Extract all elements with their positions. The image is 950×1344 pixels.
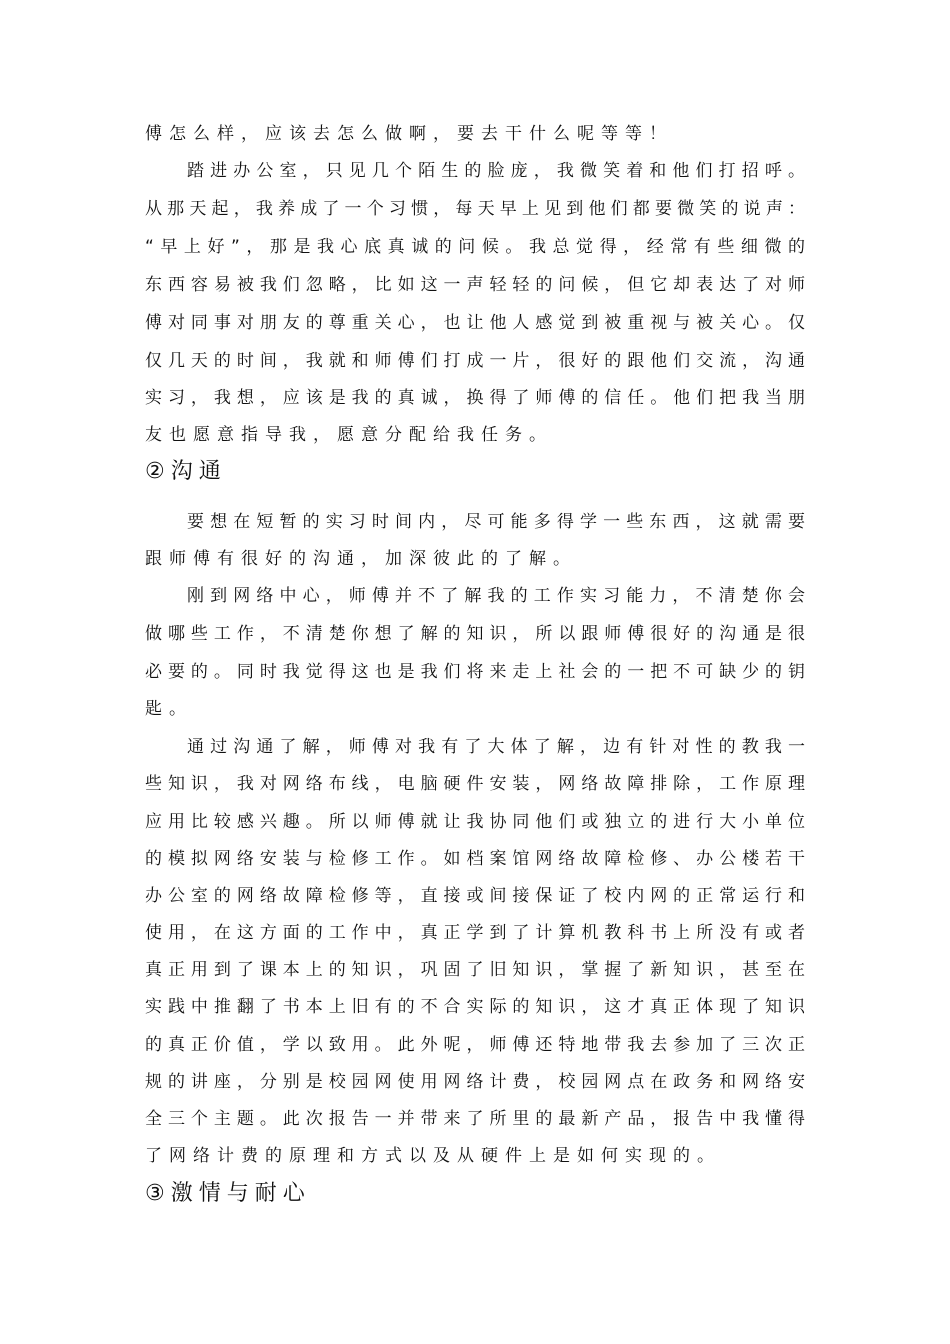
section-heading: ③激情与耐心 xyxy=(145,1181,311,1206)
paragraph-line: 踏进办公室，只见几个陌生的脸庞，我微笑着和他们打招呼。 xyxy=(187,161,805,181)
paragraph-line: 仅几天的时间，我就和师傅们打成一片，很好的跟他们交流，沟通 xyxy=(145,351,805,371)
paragraph-line: “早上好”，那是我心底真诚的问候。我总觉得，经常有些细微的 xyxy=(145,237,805,257)
paragraph-line: 刚到网络中心，师傅并不了解我的工作实习能力，不清楚你会 xyxy=(187,586,805,606)
paragraph-line: 必要的。同时我觉得这也是我们将来走上社会的一把不可缺少的钥 xyxy=(145,662,805,682)
paragraph-line: 做哪些工作，不清楚你想了解的知识，所以跟师傅很好的沟通是很 xyxy=(145,624,805,644)
paragraph-line: 实践中推翻了书本上旧有的不合实际的知识，这才真正体现了知识 xyxy=(145,997,805,1017)
paragraph-line: 真正用到了课本上的知识，巩固了旧知识，掌握了新知识，甚至在 xyxy=(145,960,805,980)
paragraph-line: 实习，我想，应该是我的真诚，换得了师傅的信任。他们把我当朋 xyxy=(145,388,805,408)
paragraph-line: 通过沟通了解，师傅对我有了大体了解，边有针对性的教我一 xyxy=(187,737,805,757)
paragraph-line: 些知识，我对网络布线，电脑硬件安装，网络故障排除，工作原理 xyxy=(145,774,805,794)
paragraph-line: 的真正价值，学以致用。此外呢，师傅还特地带我去参加了三次正 xyxy=(145,1035,805,1055)
paragraph-line: 全三个主题。此次报告一并带来了所里的最新产品，报告中我懂得 xyxy=(145,1109,805,1129)
paragraph-line: 跟师傅有很好的沟通，加深彼此的了解。 xyxy=(145,549,577,569)
paragraph-line: 傅对同事对朋友的尊重关心，也让他人感觉到被重视与被关心。仅 xyxy=(145,313,805,333)
paragraph-line: 规的讲座，分别是校园网使用网络计费，校园网点在政务和网络安 xyxy=(145,1072,805,1092)
paragraph-line: 使用，在这方面的工作中，真正学到了计算机教科书上所没有或者 xyxy=(145,923,805,943)
paragraph-line: 的模拟网络安装与检修工作。如档案馆网络故障检修、办公楼若干 xyxy=(145,849,805,869)
paragraph-line: 应用比较感兴趣。所以师傅就让我协同他们或独立的进行大小单位 xyxy=(145,812,805,832)
paragraph-line: 东西容易被我们忽略，比如这一声轻轻的问候，但它却表达了对师 xyxy=(145,275,805,295)
paragraph-line: 办公室的网络故障检修等，直接或间接保证了校内网的正常运行和 xyxy=(145,886,805,906)
paragraph-line: 友也愿意指导我，愿意分配给我任务。 xyxy=(145,425,553,445)
paragraph-line: 要想在短暂的实习时间内，尽可能多得学一些东西，这就需要 xyxy=(187,512,805,532)
paragraph-line: 了网络计费的原理和方式以及从硬件上是如何实现的。 xyxy=(145,1146,721,1166)
section-heading: ②沟通 xyxy=(145,459,227,484)
paragraph-line: 从那天起，我养成了一个习惯，每天早上见到他们都要微笑的说声： xyxy=(145,199,805,219)
paragraph-line: 傅怎么样，应该去怎么做啊，要去干什么呢等等！ xyxy=(145,124,673,144)
paragraph-line: 匙。 xyxy=(145,699,193,719)
